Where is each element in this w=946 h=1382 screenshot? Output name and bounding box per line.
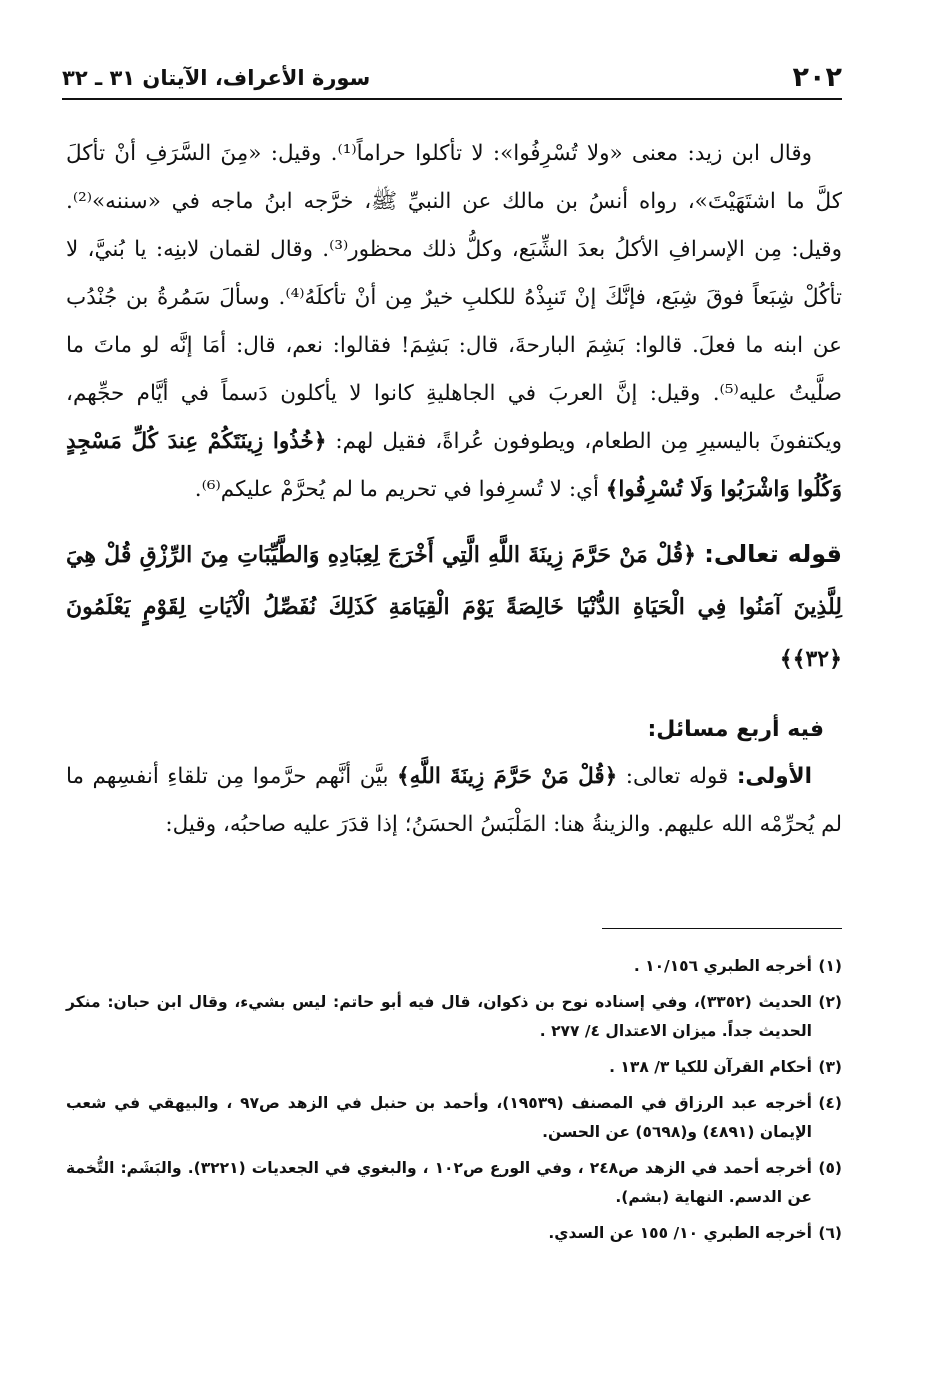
footnote-5 (66, 1154, 842, 1212)
paragraph-1-text: وقال ابن زيد: معنى «ولا تُسْرِفُوا»: لا تأكلوا حراماً⁽¹⁾. وقيل: «مِنَ السَّرَفِ أنْ تأكلَ كلَّ ما اشتَهَيْتَ»، رواه أنسُ بن مالك عن النبيِّ ﷺ، خرَّجه ابنُ ماجه في «سننه»⁽²⁾. وقيل: مِن الإسرافِ الأكلُ بعدَ الشِّبَع، وكلُّ ذلك محظور⁽³⁾. وقال لقمان لابنِه: يا بُنيَّ، لا تأكُلْ شِبَعاً فوقَ شِبَع، فإنَّكَ إنْ تَنبِذْهُ للكلبِ خيرٌ مِن أنْ تأكلَهُ⁽⁴⁾. وسألَ سَمُرةُ بن جُنْدُب عن ابنه ما فعلَ. قالوا: بَشِمَ البارحةَ، قال: بَشِمَ! فقالوا: نعم، قال: أمَا إنَّه لو ماتَ ما صلَّيتُ عليه⁽⁵⁾. وقيل: إنَّ العربَ في الجاهليةِ كانوا لا يأكلون دَسماً في أيَّام حجِّهم، ويكتفونَ باليسيرِ مِن الطعام، ويطوفون عُراةً، فقيل لهم: (66, 141, 843, 454)
footnote-4 (66, 1089, 842, 1147)
footnote-6 (66, 1219, 842, 1248)
main-text (66, 130, 842, 849)
page-number: ٢٠٢ (792, 62, 842, 93)
footnote-number: (٥) (818, 1159, 842, 1177)
footnote-number: (٣) (818, 1058, 842, 1076)
footnote-3 (66, 1053, 842, 1082)
paragraph-first-issue (66, 753, 842, 849)
first-issue-lead: الأولى: (736, 764, 812, 789)
paragraph-1 (66, 130, 842, 514)
quran-quote-1: ﴿خُذُوا زِينَتَكُمْ عِندَ كُلِّ مَسْجِدٍ وَكُلُوا وَاشْرَبُوا وَلَا تُسْرِفُوا﴾ (66, 429, 842, 502)
running-title: سورة الأعراف، الآيتان ٣١ ـ ٣٢ (62, 66, 371, 90)
footnote-number: (١) (818, 957, 842, 975)
footnote-text: أخرجه عبد الرزاق في المصنف (١٩٥٣٩)، وأحمد بن حنبل في الزهد ص٩٧ ، والبيهقي في شعب الإيمان (٤٨٩١) و(٥٦٩٨) عن الحسن. (66, 1094, 812, 1141)
footnote-2 (66, 988, 842, 1046)
first-issue-text: بيَّن أنَّهم حرَّموا مِن تلقاءِ أنفسِهم ما لم يُحرِّمْه الله عليهم. والزينةُ هنا: المَلْبَسُ الحسَنُ؛ إذا قدَرَ عليه صاحبُه، وقيل: (66, 764, 842, 837)
footnote-number: (٤) (818, 1094, 842, 1112)
footnote-number: (٦) (818, 1224, 842, 1242)
footnote-1 (66, 952, 842, 981)
section-heading: فيه أربع مسائل: (647, 717, 824, 742)
verse-lead: قوله تعالى: (704, 540, 842, 568)
page-header (62, 58, 842, 100)
footnote-text: أحكام القرآن للكيا ٣/ ١٣٨ . (609, 1058, 812, 1076)
footnote-text: أخرجه الطبري ١٠/ ١٥٥ عن السدي. (548, 1224, 812, 1242)
footnote-text: الحديث (٣٣٥٢)، وفي إسناده نوح بن ذكوان، قال فيه أبو حاتم: ليس بشيء، وقال ابن حبان: منكر الحديث جداً. ميزان الاعتدال ٤/ ٢٧٧ . (66, 993, 812, 1040)
footnote-text: أخرجه الطبري ١٠/١٥٦ . (633, 957, 812, 975)
footnote-separator (602, 928, 842, 929)
first-issue-intro: قوله تعالى: (625, 764, 729, 789)
verse-text: ﴿قُلْ مَنْ حَرَّمَ زِينَةَ اللَّهِ الَّتِي أَخْرَجَ لِعِبَادِهِ وَالطَّيِّبَاتِ مِنَ الرِّزْقِ قُلْ هِيَ لِلَّذِينَ آمَنُوا فِي الْحَيَاةِ الدُّنْيَا خَالِصَةً يَوْمَ الْقِيَامَةِ كَذَلِكَ نُفَصِّلُ الْآيَاتِ لِقَوْمٍ يَعْلَمُونَ ﴿٣٢﴾﴾ (66, 542, 842, 672)
footnote-number: (٢) (818, 993, 842, 1011)
paragraph-1-end: أي: لا تُسرِفوا في تحريم ما لم يُحرَّمْ عليكم⁽⁶⁾. (194, 477, 599, 502)
quran-quote-2: ﴿قُلْ مَنْ حَرَّمَ زِينَةَ اللَّهِ﴾ (397, 764, 618, 789)
footnotes (66, 952, 842, 1255)
footnote-text: أخرجه أحمد في الزهد ص٢٤٨ ، وفي الورع ص١٠٢ ، والبغوي في الجعديات (٣٢٢١). والبَشَم: التُّخمة عن الدسم. النهاية (بشم). (66, 1159, 812, 1206)
verse-block (66, 528, 842, 685)
